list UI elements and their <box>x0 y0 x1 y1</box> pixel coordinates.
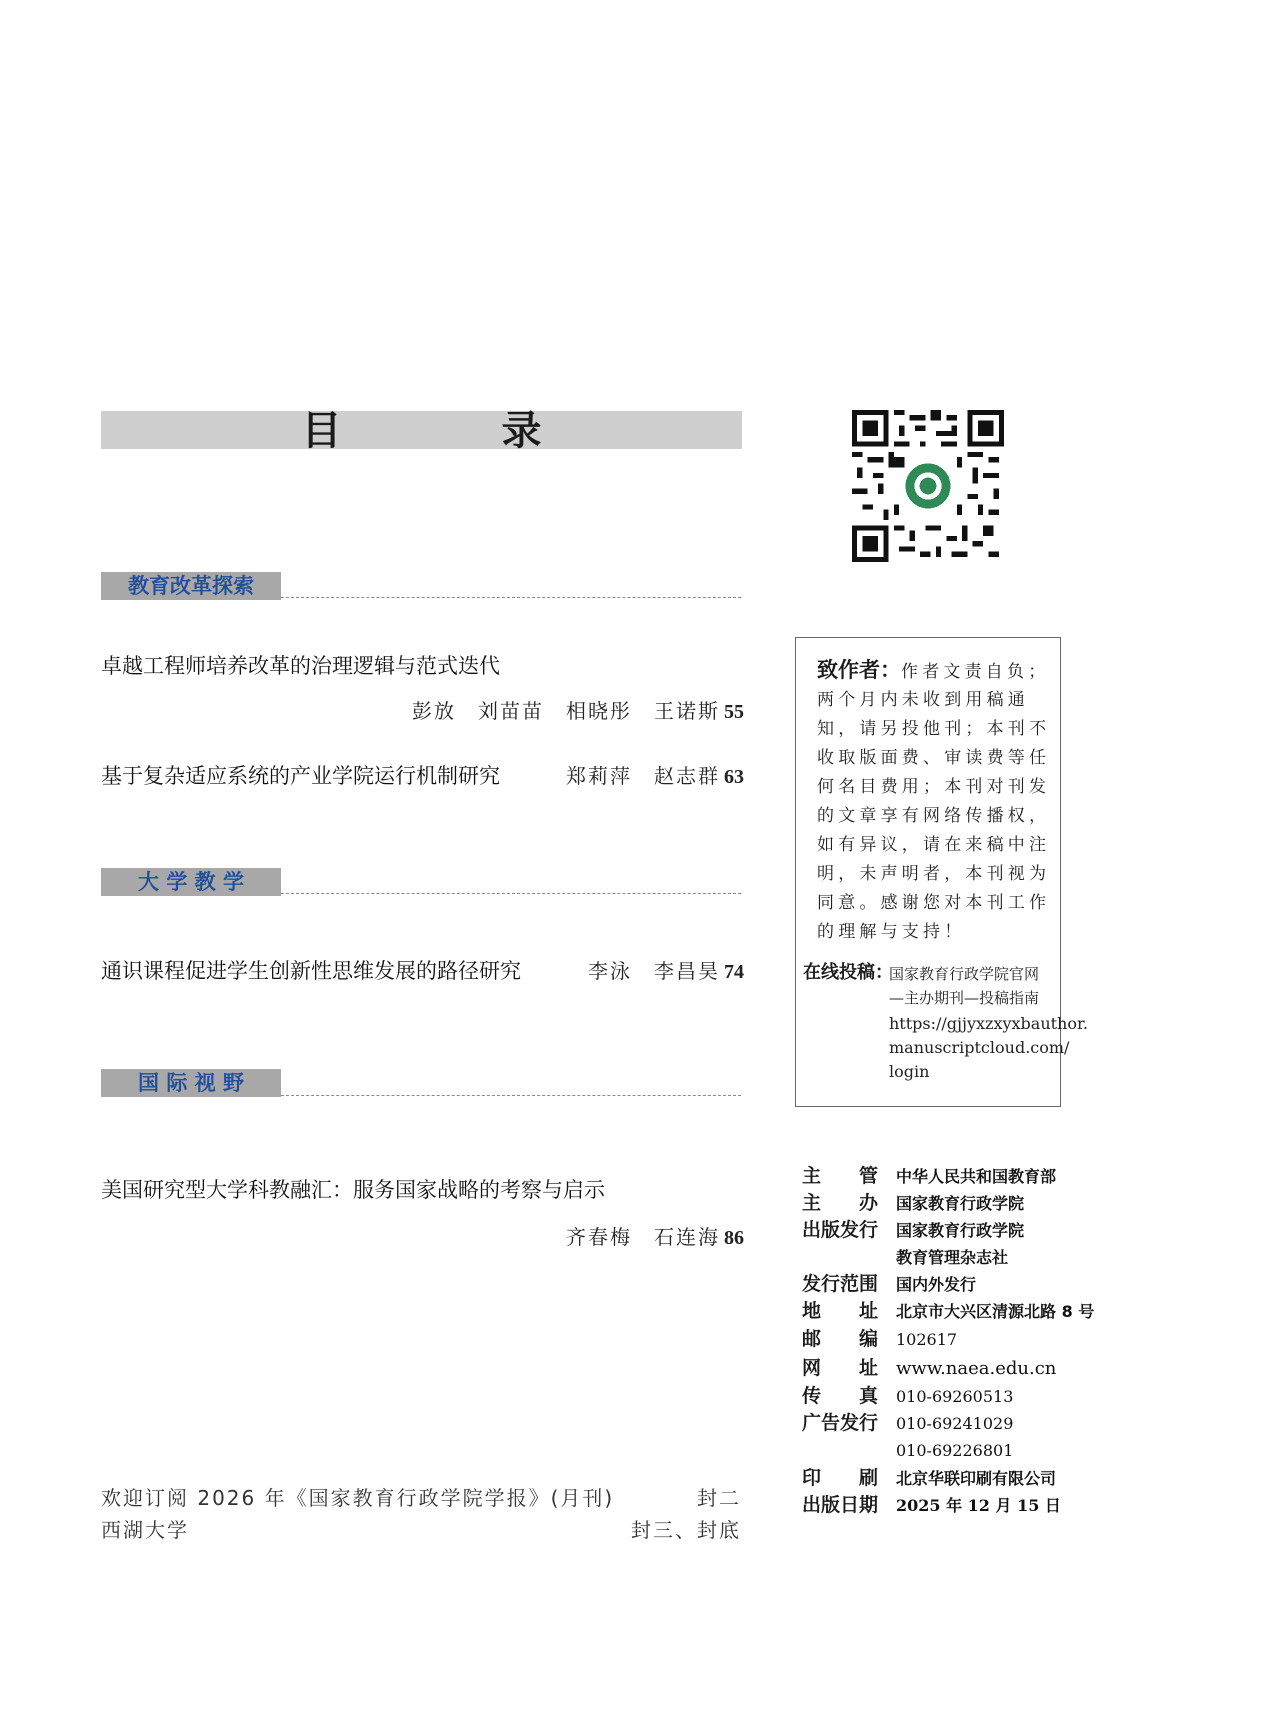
info-label: 邮 编 <box>802 1328 878 1350</box>
info-value: 北京华联印刷有限公司 <box>896 1469 1057 1488</box>
info-label: 印 刷 <box>802 1467 878 1489</box>
info-value: 102617 <box>896 1330 958 1349</box>
info-label: 主 管 <box>802 1165 878 1187</box>
section-header: 大 学 教 学 <box>138 870 244 894</box>
notice-line: 的文章享有网络传播权， <box>817 806 1051 826</box>
article-authors <box>566 762 744 791</box>
info-label: 出版日期 <box>802 1494 879 1516</box>
info-value: 教育管理杂志社 <box>896 1248 1009 1267</box>
info-value: 国家教育行政学院 <box>896 1194 1025 1213</box>
notice-line: 知，请另投他刊；本刊不 <box>817 719 1051 739</box>
info-value: 北京市大兴区清源北路 8 号 <box>896 1302 1095 1321</box>
info-value: 国家教育行政学院 <box>896 1221 1025 1240</box>
info-value: 国内外发行 <box>896 1275 977 1294</box>
article-title[interactable]: 通识课程促进学生创新性思维发展的路径研究 <box>101 959 521 983</box>
authors: 齐春梅 石连海 <box>566 1225 720 1249</box>
info-value: 010-69226801 <box>896 1441 1014 1460</box>
website-link[interactable]: www.naea.edu.cn <box>896 1358 1057 1379</box>
info-value: 010-69260513 <box>896 1387 1014 1406</box>
submission-url[interactable]: manuscriptcloud.com/ <box>889 1038 1070 1057</box>
info-label: 广告发行 <box>802 1412 879 1434</box>
notice-line: 作者文责自负； <box>901 662 1050 682</box>
info-value: 010-69241029 <box>896 1414 1014 1433</box>
section-divider <box>281 597 741 598</box>
page-number[interactable]: 55 <box>724 701 744 723</box>
article-title[interactable]: 美国研究型大学科教融汇：服务国家战略的考察与启示 <box>101 1178 605 1202</box>
online-submission-heading: 在线投稿： <box>803 962 893 983</box>
submission-url[interactable]: login <box>889 1062 930 1081</box>
section-header: 教育改革探索 <box>128 574 254 598</box>
page-number[interactable]: 74 <box>724 961 744 983</box>
info-label: 主 办 <box>802 1192 878 1214</box>
authors: 李泳 李昌昊 <box>588 959 720 983</box>
info-label: 地 址 <box>802 1300 878 1322</box>
info-label: 出版发行 <box>802 1219 879 1241</box>
online-submission-line: —主办期刊—投稿指南 <box>889 989 1040 1007</box>
page-number[interactable]: 86 <box>724 1227 744 1249</box>
page-number[interactable]: 63 <box>724 766 744 788</box>
info-label: 发行范围 <box>802 1273 879 1295</box>
notice-line: 何名目费用；本刊对刊发 <box>817 777 1051 797</box>
section-header: 国 际 视 野 <box>138 1071 244 1095</box>
qr-code <box>852 410 1004 562</box>
info-label: 传 真 <box>802 1385 878 1407</box>
notice-line: 如有异议，请在来稿中注 <box>817 835 1051 855</box>
article-title[interactable]: 卓越工程师培养改革的治理逻辑与范式迭代 <box>101 654 500 678</box>
submission-url[interactable]: https://gjjyxzxyxbauthor. <box>889 1014 1088 1033</box>
notice-line: 两个月内未收到用稿通 <box>817 690 1029 710</box>
article-authors <box>588 957 744 986</box>
notice-line: 的理解与支持！ <box>817 922 966 942</box>
online-submission-line: 国家教育行政学院官网 <box>889 965 1040 983</box>
notice-heading-text: 致作者： <box>817 658 901 682</box>
info-value: 2025 年 12 月 15 日 <box>896 1496 1061 1515</box>
section-divider <box>281 1095 741 1096</box>
subscription-text: 欢迎订阅 2026 年《国家教育行政学院学报》(月刊) <box>101 1486 615 1510</box>
article-authors <box>566 1223 744 1252</box>
toc-title: 目 录 <box>301 408 602 454</box>
article-title[interactable]: 基于复杂适应系统的产业学院运行机制研究 <box>101 764 500 788</box>
notice-line: 明，未声明者，本刊视为 <box>817 864 1051 884</box>
notice-line: 收取版面费、审读费等任 <box>817 748 1051 768</box>
subscription-position: 封三、封底 <box>631 1518 741 1542</box>
authors: 郑莉萍 赵志群 <box>566 764 720 788</box>
subscription-text: 西湖大学 <box>101 1518 189 1542</box>
info-label: 网 址 <box>802 1357 878 1379</box>
notice-line: 同意。感谢您对本刊工作 <box>817 893 1051 913</box>
notice-heading <box>817 656 1049 686</box>
section-divider <box>281 893 741 894</box>
authors: 彭放 刘苗苗 相晓彤 王诺斯 <box>412 699 720 723</box>
subscription-position: 封二 <box>697 1486 741 1510</box>
info-value: 中华人民共和国教育部 <box>896 1167 1057 1186</box>
article-authors <box>412 697 744 726</box>
